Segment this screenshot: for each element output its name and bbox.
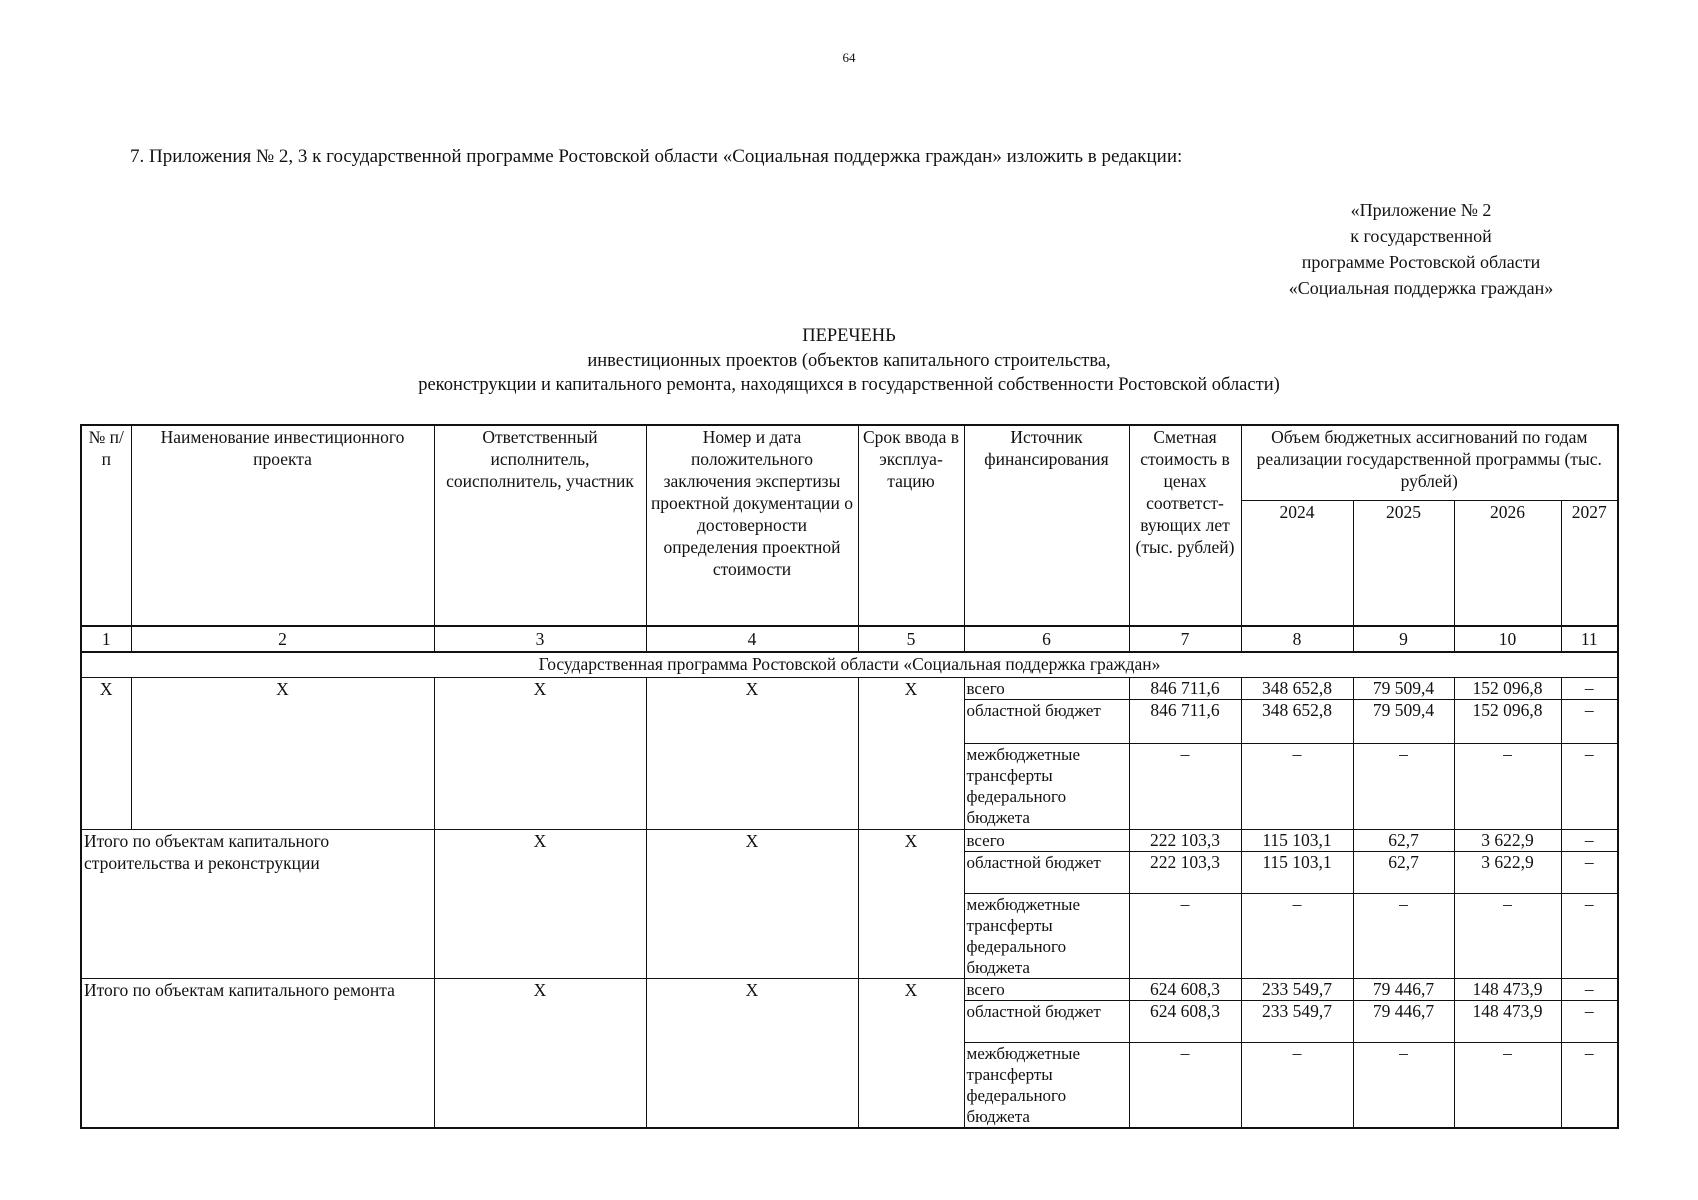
header-year: 2026 xyxy=(1454,500,1561,626)
header-num: № п/п xyxy=(81,425,131,626)
value-cell: 115 103,1 xyxy=(1241,829,1353,851)
title-subtitle: реконструкции и капитального ремонта, находящихся в государственной собственности Ростовской области) xyxy=(418,375,1280,395)
column-number: 11 xyxy=(1561,626,1618,652)
column-number: 7 xyxy=(1129,626,1241,652)
appendix-note-line: «Приложение № 2 xyxy=(1350,200,1492,220)
column-number: 4 xyxy=(646,626,858,652)
row-num-mark: Х xyxy=(81,677,131,829)
executor-mark: Х xyxy=(434,829,646,978)
expertise-mark: Х xyxy=(646,978,858,1128)
value-cell: 348 652,8 xyxy=(1241,677,1353,699)
value-cell: – xyxy=(1353,1042,1454,1128)
value-cell: 222 103,3 xyxy=(1129,851,1241,893)
value-cell: 3 622,9 xyxy=(1454,829,1561,851)
value-cell: – xyxy=(1561,851,1618,893)
value-cell: 233 549,7 xyxy=(1241,978,1353,1000)
value-cell: – xyxy=(1561,677,1618,699)
value-cell: – xyxy=(1561,699,1618,743)
funding-source-label: межбюджетные трансферты федерального бюджета xyxy=(964,1042,1129,1128)
value-cell: 846 711,6 xyxy=(1129,677,1241,699)
funding-source-label: всего xyxy=(964,677,1129,699)
term-mark: Х xyxy=(858,978,964,1128)
value-cell: – xyxy=(1129,743,1241,829)
header-commission-term: Срок ввода в эксплуа-тацию xyxy=(858,425,964,626)
value-cell: – xyxy=(1454,893,1561,978)
header-year: 2027 xyxy=(1561,500,1618,626)
value-cell: 846 711,6 xyxy=(1129,699,1241,743)
expertise-mark: Х xyxy=(646,829,858,978)
funding-source-label: областной бюджет xyxy=(964,1000,1129,1042)
column-number: 10 xyxy=(1454,626,1561,652)
value-cell: – xyxy=(1454,1042,1561,1128)
value-cell: – xyxy=(1241,743,1353,829)
value-cell: 3 622,9 xyxy=(1454,851,1561,893)
header-executor: Ответственный исполнитель, соисполнитель, участник xyxy=(434,425,646,626)
value-cell: 152 096,8 xyxy=(1454,677,1561,699)
funding-source-label: областной бюджет xyxy=(964,851,1129,893)
column-number: 1 xyxy=(81,626,131,652)
column-number: 8 xyxy=(1241,626,1353,652)
value-cell: 148 473,9 xyxy=(1454,1000,1561,1042)
value-cell: – xyxy=(1129,893,1241,978)
document-title xyxy=(0,324,1698,398)
title-subtitle: инвестиционных проектов (объектов капитального строительства, xyxy=(587,350,1111,371)
column-number: 6 xyxy=(964,626,1129,652)
value-cell: – xyxy=(1353,893,1454,978)
header-funding-source: Источник финансирования xyxy=(964,425,1129,626)
header-budget-volume: Объем бюджетных ассигнований по годам реализации государственной программы (тыс. рублей) xyxy=(1241,425,1618,500)
value-cell: 79 509,4 xyxy=(1353,677,1454,699)
term-mark: Х xyxy=(858,829,964,978)
value-cell: – xyxy=(1129,1042,1241,1128)
value-cell: – xyxy=(1561,978,1618,1000)
column-number: 9 xyxy=(1353,626,1454,652)
header-estimated-cost: Сметная стоимость в ценах соответст-вующих лет (тыс. рублей) xyxy=(1129,425,1241,626)
value-cell: 233 549,7 xyxy=(1241,1000,1353,1042)
header-expertise: Номер и дата положительного заключения экспертизы проектной документации о достоверности определения проектной стоимости xyxy=(646,425,858,626)
value-cell: 624 608,3 xyxy=(1129,978,1241,1000)
appendix-note xyxy=(1260,197,1582,301)
intro-text: 7. Приложения № 2, 3 к государственной программе Ростовской области «Социальная поддержка граждан» изложить в редакции: xyxy=(130,146,1183,167)
funding-source-label: областной бюджет xyxy=(964,699,1129,743)
project-name-mark: Х xyxy=(131,677,434,829)
column-number: 5 xyxy=(858,626,964,652)
value-cell: – xyxy=(1454,743,1561,829)
value-cell: 222 103,3 xyxy=(1129,829,1241,851)
value-cell: 152 096,8 xyxy=(1454,699,1561,743)
value-cell: 79 446,7 xyxy=(1353,978,1454,1000)
value-cell: – xyxy=(1353,743,1454,829)
value-cell: 115 103,1 xyxy=(1241,851,1353,893)
investment-projects-table xyxy=(80,424,1619,1129)
subtotal-label: Итого по объектам капитального строительства и реконструкции xyxy=(81,829,434,978)
appendix-note-line: «Социальная поддержка граждан» xyxy=(1288,278,1554,298)
header-project-name: Наименование инвестиционного проекта xyxy=(131,425,434,626)
funding-source-label: всего xyxy=(964,978,1129,1000)
funding-source-label: межбюджетные трансферты федерального бюджета xyxy=(964,893,1129,978)
page-number: 64 xyxy=(842,50,856,65)
value-cell: 148 473,9 xyxy=(1454,978,1561,1000)
program-title-row: Государственная программа Ростовской области «Социальная поддержка граждан» xyxy=(81,652,1618,677)
executor-mark: Х xyxy=(434,677,646,829)
value-cell: 62,7 xyxy=(1353,851,1454,893)
value-cell: – xyxy=(1561,1000,1618,1042)
value-cell: – xyxy=(1241,1042,1353,1128)
expertise-mark: Х xyxy=(646,677,858,829)
header-year: 2024 xyxy=(1241,500,1353,626)
value-cell: 624 608,3 xyxy=(1129,1000,1241,1042)
value-cell: – xyxy=(1561,893,1618,978)
value-cell: 348 652,8 xyxy=(1241,699,1353,743)
appendix-note-line: к государственной xyxy=(1350,226,1492,246)
funding-source-label: межбюджетные трансферты федерального бюджета xyxy=(964,743,1129,829)
value-cell: 62,7 xyxy=(1353,829,1454,851)
value-cell: – xyxy=(1561,1042,1618,1128)
value-cell: – xyxy=(1561,829,1618,851)
title-heading: ПЕРЕЧЕНЬ xyxy=(802,326,896,346)
subtotal-label: Итого по объектам капитального ремонта xyxy=(81,978,434,1128)
funding-source-label: всего xyxy=(964,829,1129,851)
executor-mark: Х xyxy=(434,978,646,1128)
value-cell: 79 446,7 xyxy=(1353,1000,1454,1042)
value-cell: 79 509,4 xyxy=(1353,699,1454,743)
value-cell: – xyxy=(1561,743,1618,829)
header-year: 2025 xyxy=(1353,500,1454,626)
column-number: 2 xyxy=(131,626,434,652)
appendix-note-line: программе Ростовской области xyxy=(1301,252,1541,272)
term-mark: Х xyxy=(858,677,964,829)
column-number: 3 xyxy=(434,626,646,652)
value-cell: – xyxy=(1241,893,1353,978)
